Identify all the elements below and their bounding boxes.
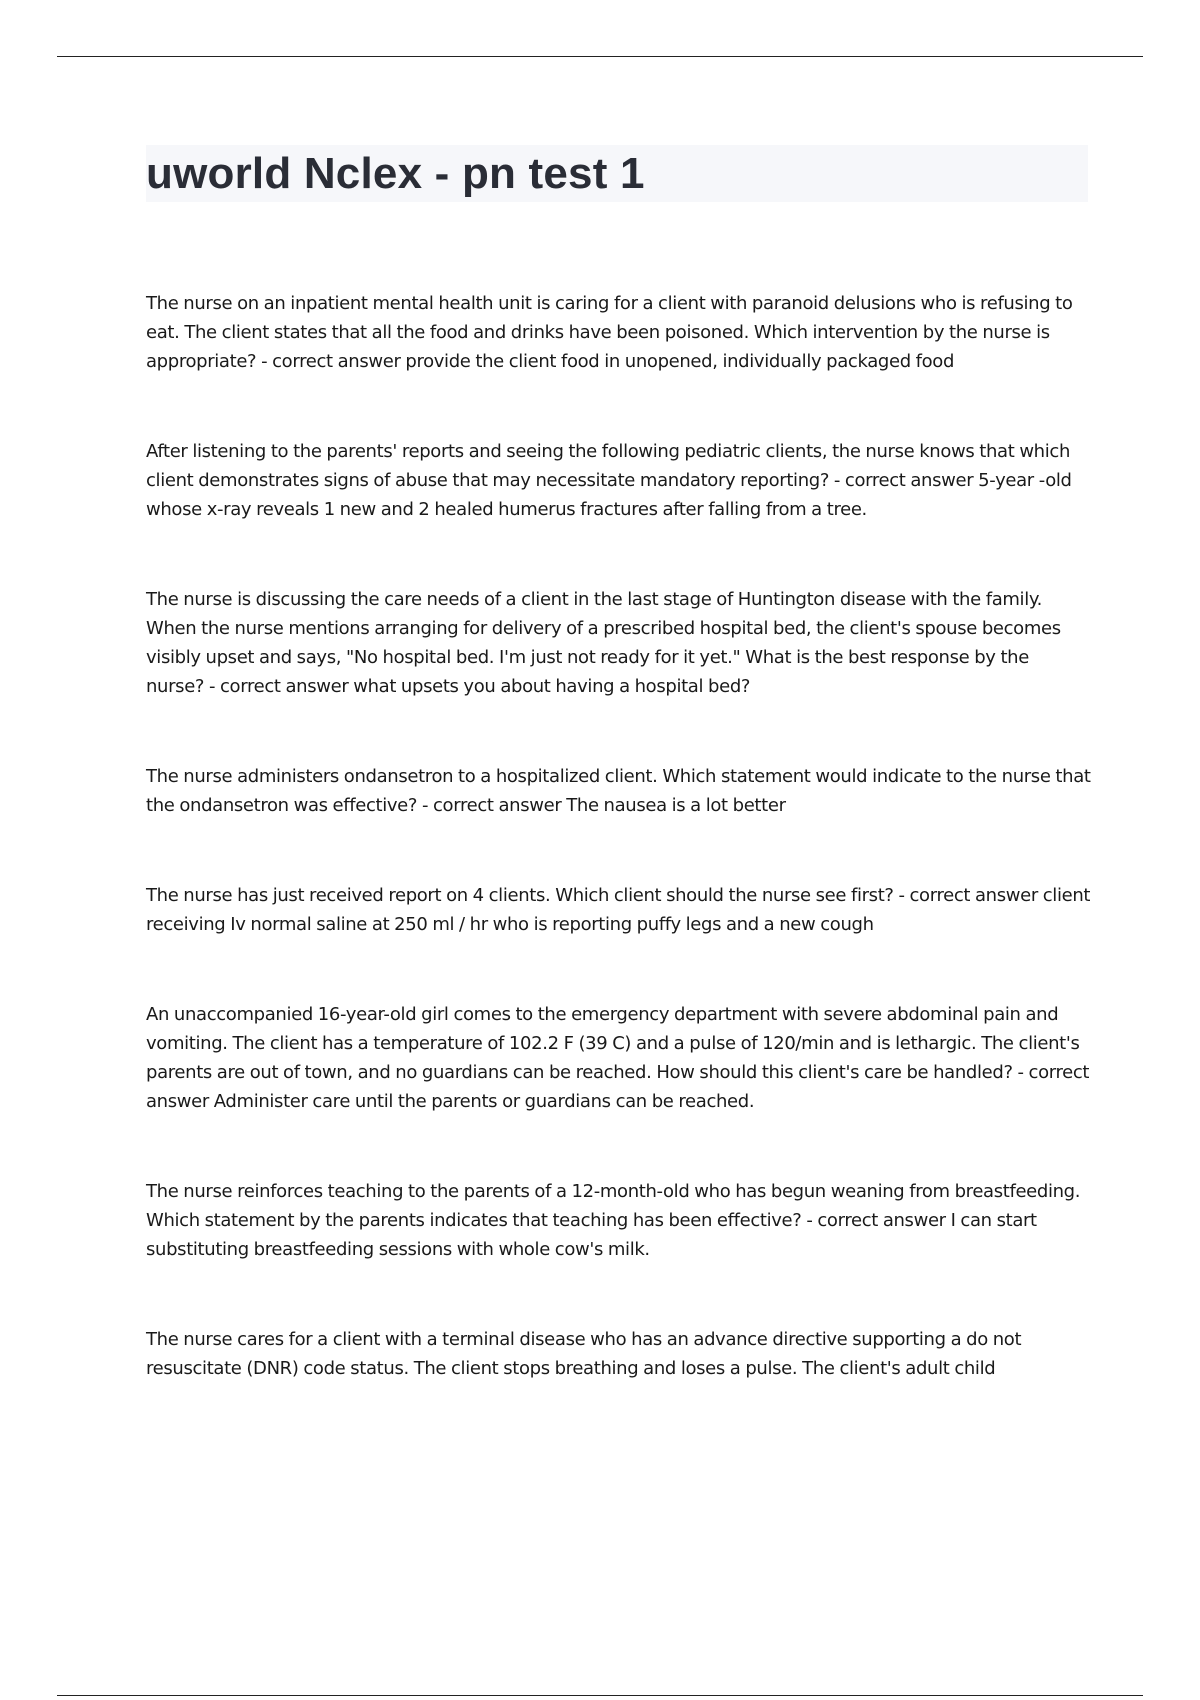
question-item: An unaccompanied 16-year-old girl comes to the emergency department with severe abdominal pain and vomiting. The client has a temperature of 102.2 F (39 C) and a pulse of 120/min and is lethargic. The client's parents are out of town, and no guardians can be reached. How should this client's care be handled? - correct answer Administer care until the parents or guardians can be reached. [146, 1004, 1090, 1112]
question-item: The nurse cares for a client with a terminal disease who has an advance directive supporting a do not resuscitate (DNR) code status. The client stops breathing and loses a pulse. The client's adult child [146, 1329, 1022, 1379]
question-item: The nurse on an inpatient mental health unit is caring for a client with paranoid delusions who is refusing to eat. The client states that all the food and drinks have been poisoned. Which intervention by the nurse is appropriate? - correct answer provide the client food in unopened, individually packaged food [146, 293, 1073, 372]
question-item: The nurse administers ondansetron to a hospitalized client. Which statement would indicate to the nurse that the ondansetron was effective? - correct answer The nausea is a lot better [146, 766, 1091, 816]
question-item: The nurse reinforces teaching to the parents of a 12-month-old who has begun weaning from breastfeeding. Which statement by the parents indicates that teaching has been effective? - correct answer I can start substituting breastfeeding sessions with whole cow's milk. [146, 1181, 1081, 1260]
top-rule [57, 56, 1143, 57]
question-item: The nurse has just received report on 4 clients. Which client should the nurse see first? - correct answer client receiving Iv normal saline at 250 ml / hr who is reporting puffy legs and a new cough [146, 885, 1091, 935]
document-title: uworld Nclex - pn test 1 [146, 149, 645, 198]
question-list [146, 289, 1091, 1383]
question-item: The nurse is discussing the care needs of a client in the last stage of Huntington disease with the family. When the nurse mentions arranging for delivery of a prescribed hospital bed, the client's spouse becomes visibly upset and says, "No hospital bed. I'm just not ready for it yet." What is the best response by the nurse? - correct answer what upsets you about having a hospital bed? [146, 589, 1061, 697]
question-item: After listening to the parents' reports and seeing the following pediatric clients, the nurse knows that which client demonstrates signs of abuse that may necessitate mandatory reporting? - correct answer 5-year -old whose x-ray reveals 1 new and 2 healed humerus fractures after falling from a tree. [146, 441, 1072, 520]
bottom-rule [57, 1695, 1143, 1696]
